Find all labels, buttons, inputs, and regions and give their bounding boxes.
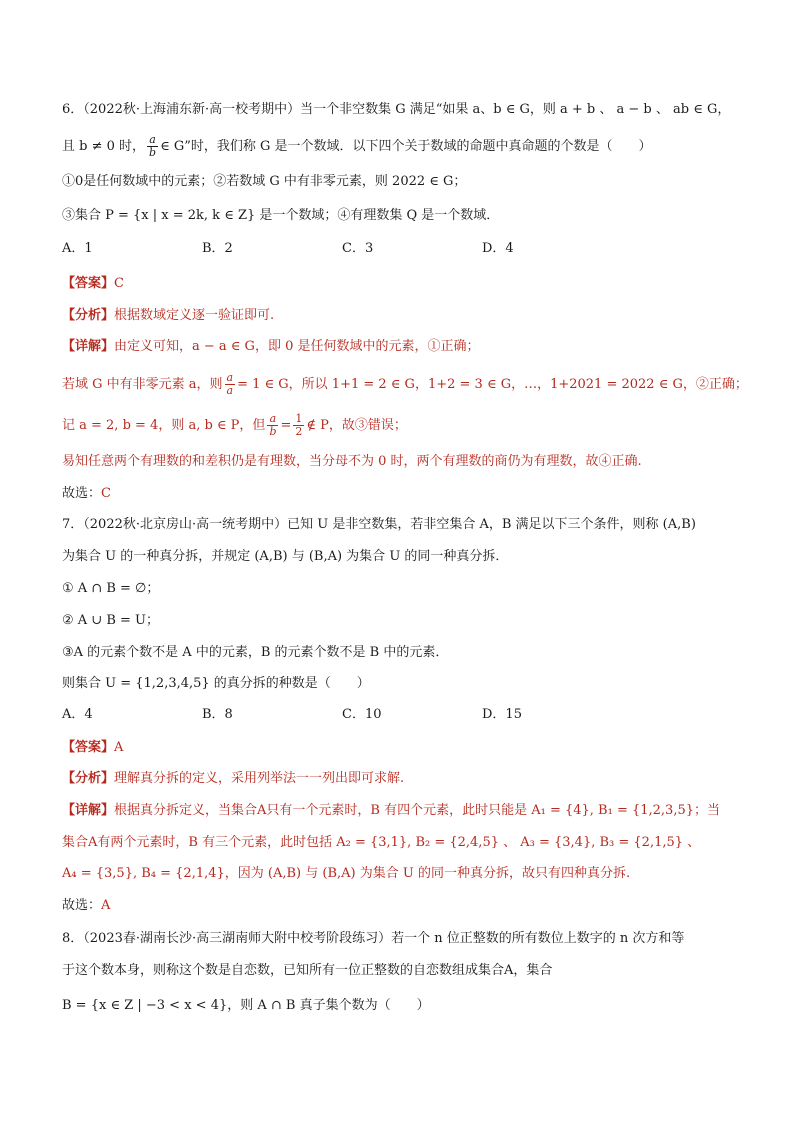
q6-detail-3-fraction-1-num: a [267, 413, 278, 426]
q6-detail-line-4: 易知任意两个有理数的和差积仍是有理数，当分母不为 0 时，两个有理数的商仍为有理数，故④正确. [62, 454, 642, 469]
q6-detail-tag: 【详解】 [62, 339, 115, 354]
q6-analysis [62, 306, 734, 326]
q7-analysis [62, 769, 734, 789]
q6-detail-3-mid: = [280, 418, 292, 433]
q6-answer-tag: 【答案】 [62, 276, 115, 291]
q6-detail-line-3 [62, 413, 734, 438]
q6-stem-line-2-post: ∈ G”时，我们称 G 是一个数域．以下四个关于数域的命题中真命题的个数是（ ） [160, 139, 652, 154]
q6-option-a: A．1 [62, 241, 93, 256]
q6-detail-3-fraction-1-den: b [269, 425, 277, 438]
q6-answer [62, 274, 734, 294]
q7-answer [62, 738, 734, 758]
q6-condition-line-1: ①0是任何数域中的元素；②若数域 G 中有非零元素，则 2022 ∈ G； [62, 174, 467, 189]
q6-detail-3-fraction-1 [267, 413, 278, 438]
q6-detail-3-pre: 记 a = 2, b = 4，则 a, b ∈ P，但 [62, 418, 266, 433]
q8-stem-line-1: 8．（2023春·湖南长沙·高三湖南师大附中校考阶段练习）若一个 n 位正整数的所有数位上数字的 n 次方和等 [62, 931, 685, 946]
q6-detail-line-2 [62, 371, 748, 397]
q6-detail-2-pre: 若域 G 中有非零元素 a，则 [62, 377, 223, 392]
q6-analysis-text: 根据数域定义逐一验证即可. [114, 308, 275, 323]
q7-choice [62, 896, 734, 916]
q6-choice [62, 484, 734, 504]
q7-answer-tag: 【答案】 [62, 740, 115, 755]
q6-option-d: D．4 [482, 241, 514, 256]
q7-stem-line-1: 7．（2022秋·北京房山·高一统考期中）已知 U 是非空数集，若非空集合 A，B 满足以下三个条件，则称 (A,B) [62, 517, 696, 532]
q6-detail-text-1: 由定义可知，a − a ∈ G，即 0 是任何数域中的元素，①正确； [114, 339, 480, 354]
q7-options [62, 705, 734, 725]
q6-stem-fraction [147, 134, 158, 159]
q8-stem-line-2: 于这个数本身，则称这个数是自恋数，已知所有一位正整数的自恋数组成集合A，集合 [62, 963, 553, 978]
q7-stem-line-2: 为集合 U 的一种真分拆，并规定 (A,B) 与 (B,A) 为集合 U 的同一种真分拆． [62, 549, 509, 564]
q7-option-a: A．4 [62, 707, 93, 722]
q7-detail-line-2: 集合A有两个元素时，B 有三个元素，此时包括 A₂ = {3,1}, B₂ = {2,4,5} 、 A₃ = {3,4}, B₃ = {2,1,5} 、 [62, 835, 701, 850]
q7-detail-tag: 【详解】 [62, 803, 115, 818]
q7-detail-text-1: 根据真分拆定义，当集合A只有一个元素时，B 有四个元素，此时只能是 A₁ = {4}, B₁ = {1,2,3,5}；当 [114, 803, 721, 818]
q7-option-b: B．8 [202, 707, 233, 722]
q7-answer-value: A [114, 740, 124, 755]
q6-detail-3-fraction-2 [293, 413, 304, 438]
q6-choice-prefix: 故选： [62, 486, 102, 501]
q6-detail-3-fraction-2-den: 2 [295, 425, 303, 438]
q6-analysis-tag: 【分析】 [62, 308, 115, 323]
q6-detail-fraction [225, 372, 236, 397]
q6-choice-value: C [101, 486, 111, 501]
q6-condition-line-2: ③集合 P = {x | x = 2k, k ∈ Z} 是一个数域；④有理数集 Q 是一个数域． [62, 208, 500, 223]
q6-stem-fraction-den: b [149, 146, 157, 159]
q6-stem-fraction-num: a [147, 134, 158, 147]
q7-choice-prefix: 故选： [62, 898, 102, 913]
q6-detail-2-post: = 1 ∈ G，所以 1+1 = 2 ∈ G，1+2 = 3 ∈ G，…，1+2021 = 2022 ∈ G，②正确； [237, 377, 748, 392]
q7-option-d: D．15 [482, 707, 522, 722]
q6-detail-3-post: ∉ P，故③错误； [306, 418, 407, 433]
q6-stem-line-2 [62, 134, 734, 159]
q7-choice-value: A [101, 898, 111, 913]
q7-detail-line-1 [62, 801, 734, 821]
q7-condition-1: ① A ∩ B = ∅； [62, 581, 160, 596]
q6-option-c: C．3 [342, 241, 374, 256]
q6-detail-fraction-den: a [226, 384, 234, 397]
q6-detail-fraction-num: a [226, 371, 234, 384]
q6-stem-line-2-pre: 且 b ≠ 0 时， [62, 139, 146, 154]
q7-analysis-tag: 【分析】 [62, 771, 115, 786]
q6-answer-value: C [114, 276, 124, 291]
q7-option-c: C．10 [342, 707, 382, 722]
q6-options [62, 239, 734, 259]
q7-detail-line-3: A₄ = {3,5}, B₄ = {2,1,4}，因为 (A,B) 与 (B,A) 为集合 U 的同一种真分拆，故只有四种真分拆. [62, 866, 631, 881]
q8-stem-line-3: B = {x ∈ Z | −3 < x < 4}，则 A ∩ B 真子集个数为（ ） [62, 998, 430, 1013]
q7-condition-3: ③A 的元素个数不是 A 中的元素，B 的元素个数不是 B 中的元素． [62, 645, 449, 660]
q6-stem-line-1: 6．（2022秋·上海浦东新·高一校考期中）当一个非空数集 G 满足“如果 a、b ∈ G，则 a + b 、 a − b 、 ab ∈ G， [62, 102, 731, 117]
q7-condition-2: ② A ∪ B = U； [62, 613, 159, 628]
q7-analysis-text: 理解真分拆的定义，采用列举法一一列出即可求解. [114, 771, 405, 786]
q6-detail-line-1 [62, 337, 734, 357]
q6-detail-3-fraction-2-num: 1 [295, 412, 303, 425]
q6-option-b: B．2 [202, 241, 233, 256]
q7-question: 则集合 U = {1,2,3,4,5} 的真分拆的种数是（ ） [62, 676, 370, 691]
